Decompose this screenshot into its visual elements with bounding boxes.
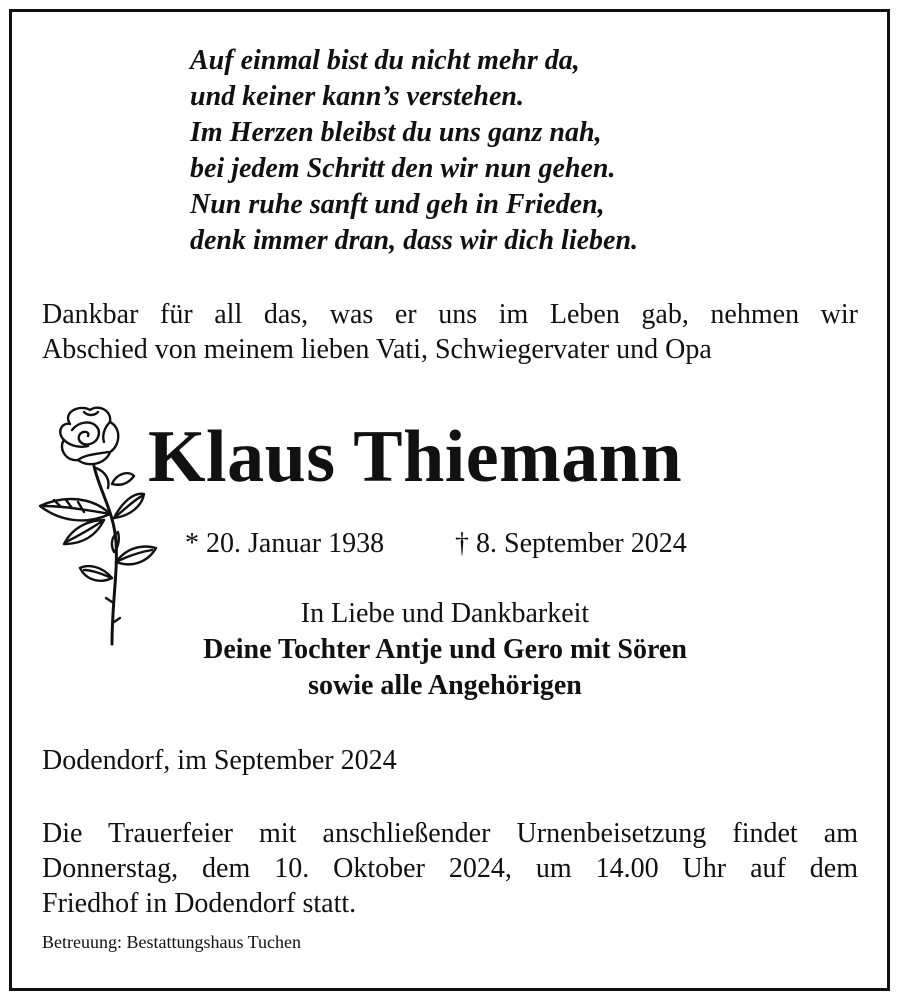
poem-line: Auf einmal bist du nicht mehr da, <box>190 45 580 76</box>
place-date: Dodendorf, im September 2024 <box>42 745 397 776</box>
poem-line: und keiner kann’s verstehen. <box>190 81 524 112</box>
intro-text <box>42 297 858 367</box>
life-dates <box>185 526 745 562</box>
poem-line: denk immer dran, dass wir dich lieben. <box>190 225 639 256</box>
intro-line: Abschied von meinem lieben Vati, Schwiegervater und Opa <box>42 334 712 365</box>
poem <box>190 43 810 259</box>
funeral-line: Die Trauerfeier mit anschließender Urnenbeisetzung findet am <box>42 818 858 849</box>
mourners-intro: In Liebe und Dankbarkeit <box>300 598 590 629</box>
poem-line: bei jedem Schritt den wir nun gehen. <box>190 153 616 184</box>
funeral-line: Friedhof in Dodendorf statt. <box>42 888 357 919</box>
intro-line: Dankbar für all das, was er uns im Leben gab, nehmen wir <box>42 299 858 330</box>
birth-date: * 20. Januar 1938 <box>185 528 385 559</box>
funeral-home-credit: Betreuung: Bestattungshaus Tuchen <box>42 932 301 952</box>
mourners-block <box>100 596 790 704</box>
funeral-line: Donnerstag, dem 10. Oktober 2024, um 14.00 Uhr auf dem <box>42 853 858 884</box>
deceased-name: Klaus Thiemann <box>148 416 683 498</box>
poem-line: Im Herzen bleibst du uns ganz nah, <box>190 117 602 148</box>
funeral-info <box>42 816 858 921</box>
mourners-relatives: sowie alle Angehörigen <box>308 670 582 701</box>
mourners-names: Deine Tochter Antje und Gero mit Sören <box>203 634 687 665</box>
death-date: † 8. September 2024 <box>455 528 687 559</box>
poem-line: Nun ruhe sanft und geh in Frieden, <box>190 189 605 220</box>
